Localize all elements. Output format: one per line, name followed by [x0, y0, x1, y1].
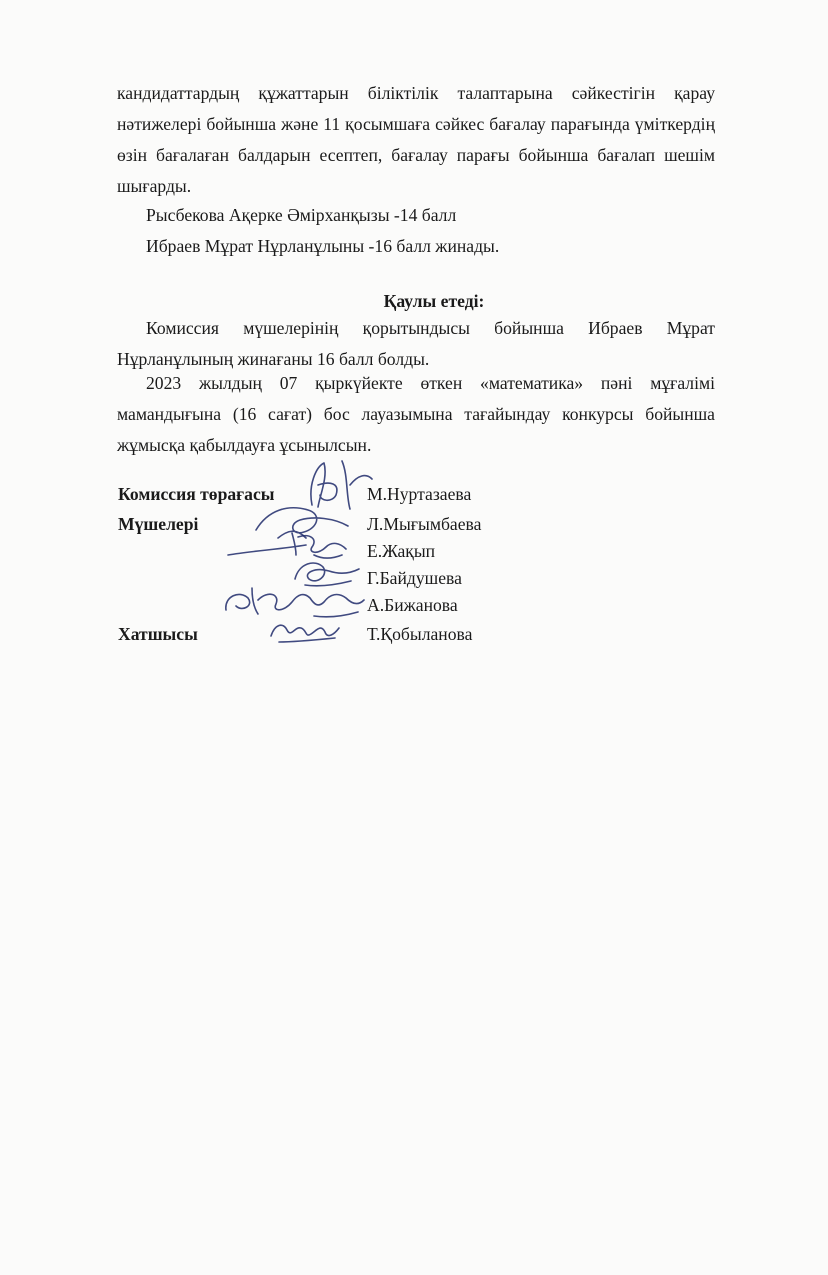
member-2-signature	[222, 525, 352, 565]
members-label: Мүшелері	[118, 514, 199, 534]
member-name-2: Е.Жақып	[367, 541, 436, 561]
candidate-rysbekova: Рысбекова Ақерке Әмірханқызы -14 балл	[146, 205, 457, 225]
member-3-signature	[285, 555, 365, 590]
recommendation-paragraph: 2023 жылдың 07 қыркүйекте өткен «математика» пәні мұғалімі мамандығына (16 сағат) бос лауазымына тағайындау конкурсы бойынша жұмысқа қабылдауға ұсынылсын.	[117, 373, 715, 455]
secretary-signature	[265, 614, 345, 646]
chair-label: Комиссия төрағасы	[118, 484, 275, 504]
decision-heading: Қаулы етеді:	[383, 291, 485, 311]
secretary-name: Т.Қобыланова	[367, 624, 473, 644]
secretary-label: Хатшысы	[118, 624, 198, 644]
conclusion-paragraph: Комиссия мүшелерінің қорытындысы бойынша Ибраев Мұрат Нұрланұлының жинағаны 16 балл болды.	[117, 318, 715, 369]
candidate-ibraev: Ибраев Мұрат Нұрланұлыны -16 балл жинады.	[146, 236, 500, 256]
chair-name: М.Нуртазаева	[367, 484, 472, 504]
member-4-signature	[218, 578, 368, 623]
member-name-3: Г.Байдушева	[367, 568, 462, 588]
results-paragraph: кандидаттардың құжаттарын біліктілік талаптарына сәйкестігін қарау нәтижелері бойынша және 11 қосымшаға сәйкес бағалау парағында үміткердің өзін бағалаған балдарын есептеп, бағалау парағы бойынша бағалап шешім шығарды.	[117, 83, 715, 196]
member-name-4: А.Бижанова	[367, 595, 458, 615]
member-name-1: Л.Мығымбаева	[367, 514, 482, 534]
